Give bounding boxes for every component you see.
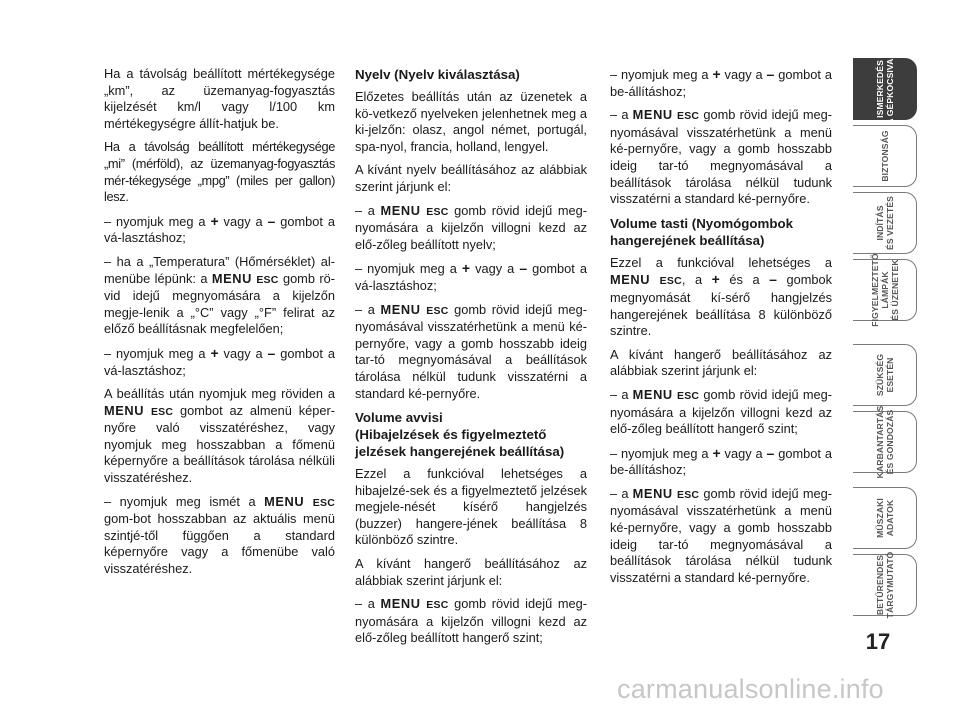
text-column-1 <box>104 66 335 585</box>
instruction: – ha a „Temperatura” (Hőmérséklet) al-menübe lépünk: a MENU ESC gomb rö-vid idejű megnyomására a kijelzőn megje-lenik a „°C” vagy „°F” felirat az előző beállításnak megfelelően; <box>104 253 336 337</box>
tab-label: SZÜKSÉG ESETÉN <box>874 353 895 397</box>
plus-symbol: + <box>712 444 721 461</box>
plus-symbol: + <box>461 260 471 277</box>
paragraph: A kívánt hangerő beállításához az alábbiak szerint járjunk el: <box>355 556 587 588</box>
tab-label: ISMERKEDÉS A GÉPKOCSIVAL <box>874 53 895 125</box>
menu-key: MENU <box>632 107 673 123</box>
instruction: – nyomjuk meg ismét a MENU ESC gom-bot hosszabban az aktuális menü szintjé-től függően a standard képernyőre vagy a főmenübe való visszatéréshez. <box>104 493 335 577</box>
paragraph: Előzetes beállítás után az üzenetek a kö-vetkező nyelveken jelenhetnek meg a ki-jelzőn: olasz, angol német, portugál, spa-nyol, francia, holland, lengyel. <box>355 89 587 154</box>
paragraph: A kívánt nyelv beállításához az alábbiak szerint járjunk el: <box>355 162 587 194</box>
section-heading: Volume avvisi (Hibajelzések és figyelmeztető jelzések hangerejének beállítása) <box>355 410 565 460</box>
instruction: – a MENU ESC gomb rövid idejű meg-nyomásával visszatérhetünk a menü ké-pernyőre, vagy a gomb hosszabb ideig tar-tó megnyomásával a beállítások tárolása nélkül tudunk visszatérni a standard ké-pernyőre. <box>610 485 832 585</box>
instruction: – nyomjuk meg a + vagy a – gombot a be-állításhoz; <box>610 66 832 99</box>
esc-key: ESC <box>676 389 700 402</box>
plus-symbol: + <box>210 344 219 361</box>
paragraph: Ezzel a funkcióval lehetséges a hibajelzé-sek és a figyelmeztető jelzések megjele-nését kísérő hangjelzés (buzzer) hangere-jének beállítása 8 különböző szintre. <box>355 466 587 548</box>
esc-key: ESC <box>426 205 449 218</box>
tab-muszaki[interactable] <box>853 487 917 549</box>
instruction: – a MENU ESC gomb rövid idejű meg-nyomására a kijelzőn villogni kezd az elő-zőleg beállított hangerő szint; <box>355 596 587 646</box>
paragraph: A beállítás után nyomjuk meg röviden a MENU ESC gombot az almenü képer-nyőre való visszatéréshez, vagy nyomjuk meg hosszabban a főmenü képernyőre a beállítások tárolása nélküli visszatéréshez. <box>104 386 335 486</box>
paragraph: Ha a távolság beállított mértékegysége „km”, az üzemanyag-fogyasztás kijelzését km/l vagy l/100 km mértékegységre állít-hatjuk be. <box>104 66 335 131</box>
tab-biztonsag[interactable] <box>853 125 917 187</box>
menu-key: MENU <box>264 493 305 509</box>
menu-key: MENU <box>104 402 145 418</box>
minus-symbol: – <box>766 66 775 82</box>
menu-key: MENU <box>211 270 252 286</box>
plus-symbol: + <box>210 212 219 229</box>
esc-key: ESC <box>150 405 174 418</box>
esc-key: ESC <box>676 488 700 501</box>
text-column-3 <box>610 66 832 593</box>
minus-symbol: – <box>267 212 276 229</box>
menu-key: MENU <box>610 272 651 288</box>
menu-key: MENU <box>380 596 421 612</box>
paragraph: Ha a távolság beállított mértékegysége „mi” (mérföld), az üzemanyag-fogyasztás mér-tékegysége „mpg” (miles per gallon) lesz. <box>104 139 335 205</box>
tab-figyelmezteto[interactable] <box>853 253 917 327</box>
tab-label: FIGYELMEZTETŐ LÁMPÁK ÉS ÜZENETEK <box>869 253 900 327</box>
instruction: – nyomjuk meg a + vagy a – gombot a vá-lasztáshoz; <box>104 212 335 246</box>
tab-karbantartas[interactable] <box>853 405 917 479</box>
minus-symbol: – <box>267 344 276 361</box>
menu-key: MENU <box>380 301 421 317</box>
tab-betu[interactable] <box>853 551 917 619</box>
tab-label: BETŰRENDES TÁRGYMUTATÓ <box>874 551 895 619</box>
esc-key: ESC <box>676 110 700 123</box>
instruction: – nyomjuk meg a + vagy a – gombot a vá-lasztáshoz; <box>104 344 335 378</box>
section-heading: Volume tasti (Nyomógombok hangerejének beállítása) <box>610 215 793 248</box>
plus-symbol: + <box>712 66 721 82</box>
tab-label: KARBANTARTÁS ÉS GONDOZÁS <box>874 405 895 479</box>
section-heading: Nyelv (Nyelv kiválasztása) <box>355 67 520 82</box>
instruction: – a MENU ESC gomb rövid idejű meg-nyomására a kijelzőn villogni kezd az elő-zőleg beállított hangerő szint; <box>610 386 832 437</box>
instruction: – nyomjuk meg a + vagy a – gombot a vá-lasztáshoz; <box>355 260 587 293</box>
tab-label: INDÍTÁS ÉS VEZETÉS <box>874 195 895 251</box>
menu-key: MENU <box>380 202 421 218</box>
minus-symbol: – <box>519 260 528 277</box>
esc-key: ESC <box>256 273 279 286</box>
tab-label: BIZTONSÁG <box>879 130 890 182</box>
esc-key: ESC <box>426 304 449 317</box>
esc-key: ESC <box>426 599 449 612</box>
minus-symbol: – <box>766 444 775 461</box>
plus-symbol: + <box>711 271 720 288</box>
instruction: – a MENU ESC gomb rövid idejű meg-nyomásával visszatérhetünk a menü ké-pernyőre, vagy a gomb hosszabb ideig tar-tó megnyomásával a beállítások tárolása nélkül tudunk visszatérni a standard ké-pernyőre. <box>610 107 832 207</box>
tab-szukseg[interactable] <box>853 344 917 406</box>
instruction: – a MENU ESC gomb rövid idejű meg-nyomásával visszatérhetünk a menü ké-pernyőre, vagy a gomb hosszabb ideig tar-tó megnyomásával a beállítások tárolása nélkül tudunk visszatérni a standard ké-pernyőre. <box>355 301 587 401</box>
page-number: 17 <box>865 629 891 654</box>
menu-key: MENU <box>632 485 673 501</box>
paragraph: A kívánt hangerő beállításához az alábbiak szerint járjunk el: <box>610 346 832 379</box>
instruction: – a MENU ESC gomb rövid idejű meg-nyomására a kijelzőn villogni kezd az elő-zőleg beállított nyelv; <box>355 202 587 252</box>
esc-key: ESC <box>659 275 682 288</box>
text-column-2 <box>355 66 587 654</box>
tab-inditas[interactable] <box>853 192 917 254</box>
tab-ismerkedes[interactable] <box>853 53 917 125</box>
esc-key: ESC <box>312 496 335 509</box>
menu-key: MENU <box>632 386 673 402</box>
watermark: carmanualsonline.info <box>617 674 884 704</box>
tab-label: MŰSZAKI ADATOK <box>874 498 895 538</box>
instruction: – nyomjuk meg a + vagy a – gombot a be-állításhoz; <box>610 444 832 478</box>
minus-symbol: – <box>769 271 777 288</box>
paragraph: Ezzel a funkcióval lehetséges a MENU ESC, a + és a – gombok megnyomását kí-sérő hangjelzés hangerejének beállítása 8 különböző szintre. <box>610 254 832 339</box>
